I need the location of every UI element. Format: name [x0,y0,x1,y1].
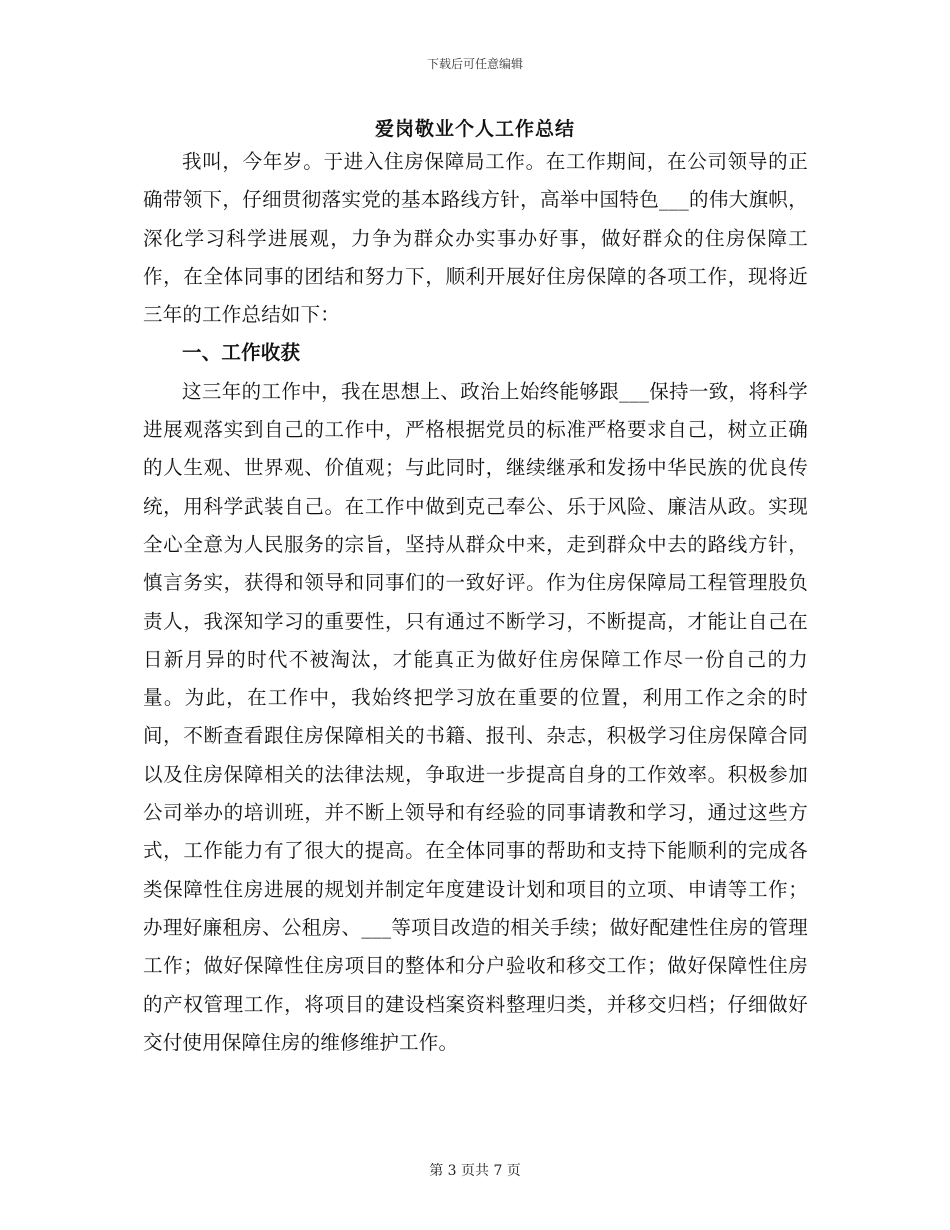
document-body [143,143,808,1062]
intro-paragraph: 我叫，今年岁。于进入住房保障局工作。在工作期间，在公司领导的正确带领下，仔细贯彻落实党的基本路线方针，高举中国特色___的伟大旗帜，深化学习科学进展观，力争为群众办实事办好事，做好群众的住房保障工作，在全体同事的团结和努力下，顺利开展好住房保障的各项工作，现将近三年的工作总结如下： [143,150,808,327]
document-title: 爱岗敬业个人工作总结 [374,118,575,140]
page-number: 第 3 页共 7 页 [429,1163,521,1179]
header-note: 下载后可任意编辑 [426,57,523,71]
section-paragraph: 这三年的工作中，我在思想上、政治上始终能够跟___保持一致，将科学进展观落实到自己的工作中，严格根据党员的标准严格要求自己，树立正确的人生观、世界观、价值观；与此同时，继续继承和发扬中华民族的优良传统，用科学武装自己。在工作中做到克己奉公、乐于风险、廉洁从政。实现全心全意为人民服务的宗旨，坚持从群众中来，走到群众中去的路线方针，慎言务实，获得和领导和同事们的一致好评。作为住房保障局工程管理股负责人，我深知学习的重要性，只有通过不断学习，不断提高，才能让自己在日新月异的时代不被淘汰，才能真正为做好住房保障工作尽一份自己的力量。为此，在工作中，我始终把学习放在重要的位置，利用工作之余的时间，不断查看跟住房保障相关的书籍、报刊、杂志，积极学习住房保障合同以及住房保障相关的法律法规，争取进一步提高自身的工作效率。积极参加公司举办的培训班，并不断上领导和有经验的同事请教和学习，通过这些方式，工作能力有了很大的提高。在全体同事的帮助和支持下能顺利的完成各类保障性住房进展的规划并制定年度建设计划和项目的立项、申请等工作；办理好廉租房、公租房、___等项目改造的相关手续；做好配建性住房的管理工作；做好保障性住房项目的整体和分户验收和移交工作；做好保障性住房的产权管理工作，将项目的建设档案资料整理归类，并移交归档；仔细做好交付使用保障住房的维修维护工作。 [143,379,808,1054]
section-heading: 一、工作收获 [182,341,301,365]
